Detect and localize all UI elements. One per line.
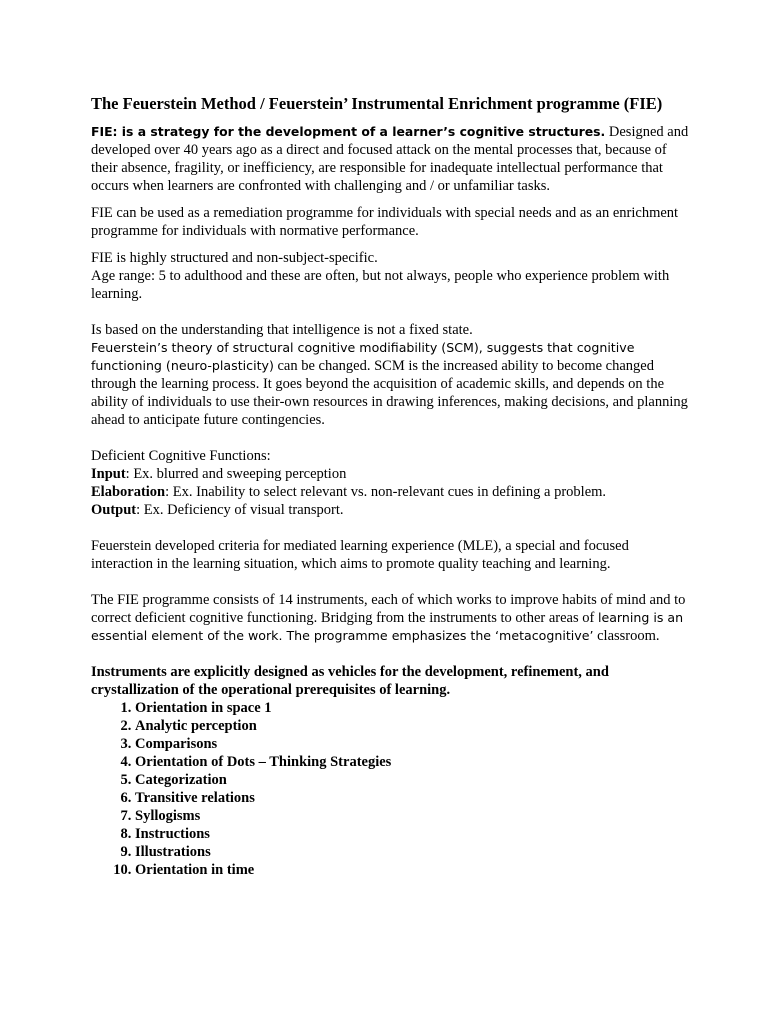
instruments-list <box>91 699 691 879</box>
programme-text: The FIE programme consists of 14 instruments, each of which works to improve habits of mind and to correct deficient cognitive functioning. Bridging from the instruments to other areas of <box>91 592 686 626</box>
list-item: 2. Analytic perception <box>135 717 691 735</box>
paragraph-fie-structure <box>91 249 691 303</box>
fie-definition-lead: FIE: is a strategy for the development of a learner’s cognitive structures. <box>91 124 606 139</box>
instruments-heading: Instruments are explicitly designed as vehicles for the development, refinement, and crystallization of the operational prerequisites of learning. <box>91 664 609 698</box>
list-item: 3. Comparisons <box>135 735 691 753</box>
programme-sans-text: learning is an essential element of the work. The programme emphasizes the ‘metacognitive’ <box>91 610 684 643</box>
list-item: 8. Instructions <box>135 825 691 843</box>
fie-structure-line: FIE is highly structured and non-subject-specific. <box>91 250 378 266</box>
list-item: 5. Categorization <box>135 771 691 789</box>
list-item: 7. Syllogisms <box>135 807 691 825</box>
list-item: 10. Orientation in time <box>135 861 691 879</box>
deficient-functions-block <box>91 447 691 519</box>
elaboration-term: Elaboration <box>91 484 166 500</box>
deficient-functions-heading: Deficient Cognitive Functions: <box>91 448 271 464</box>
paragraph-scm <box>91 321 691 429</box>
input-text: : Ex. blurred and sweeping perception <box>125 466 347 482</box>
paragraph-fie-definition <box>91 123 691 195</box>
list-item: 1. Orientation in space 1 <box>135 699 691 717</box>
age-range-line: Age range: 5 to adulthood and these are often, but not always, people who experience problem with learning. <box>91 268 670 302</box>
output-text: : Ex. Deficiency of visual transport. <box>136 502 344 518</box>
document-title: The Feuerstein Method / Feuerstein’ Instrumental Enrichment programme (FIE) <box>91 94 663 113</box>
list-item: 9. Illustrations <box>135 843 691 861</box>
scm-explanation-text: can be changed. SCM is the increased ability to become changed through the learning process. It goes beyond the acquisition of academic skills, and depends on the ability of individuals to use their-own resources in drawing inferences, making decisions, and planning ahead to anticipate future contingencies. <box>91 358 688 428</box>
input-term: Input <box>91 466 126 482</box>
programme-end-text: classroom. <box>593 628 660 644</box>
fie-definition-text: Designed and developed over 40 years ago as a direct and focused attack on the mental processes that, because of their absence, fragility, or inefficiency, are responsible for inadequate intellectual performance that occurs when learners are confronted with challenging and / or unfamiliar tasks. <box>91 124 689 194</box>
scm-theory-text: Feuerstein’s theory of structural cognitive modifiability (SCM), suggests that cognitive functioning (neuro-plasticity) <box>91 340 635 373</box>
document-page <box>91 93 691 879</box>
paragraph-fie-programme <box>91 591 691 645</box>
intelligence-line: Is based on the understanding that intelligence is not a fixed state. <box>91 322 473 338</box>
paragraph-mle: Feuerstein developed criteria for mediated learning experience (MLE), a special and focused interaction in the learning situation, which aims to promote quality teaching and learning. <box>91 538 629 572</box>
paragraph-fie-uses: FIE can be used as a remediation programme for individuals with special needs and as an enrichment programme for individuals with normative performance. <box>91 205 679 239</box>
elaboration-text: : Ex. Inability to select relevant vs. non-relevant cues in defining a problem. <box>165 484 607 500</box>
list-item: 4. Orientation of Dots – Thinking Strategies <box>135 753 691 771</box>
list-item: 6. Transitive relations <box>135 789 691 807</box>
output-term: Output <box>91 502 137 518</box>
